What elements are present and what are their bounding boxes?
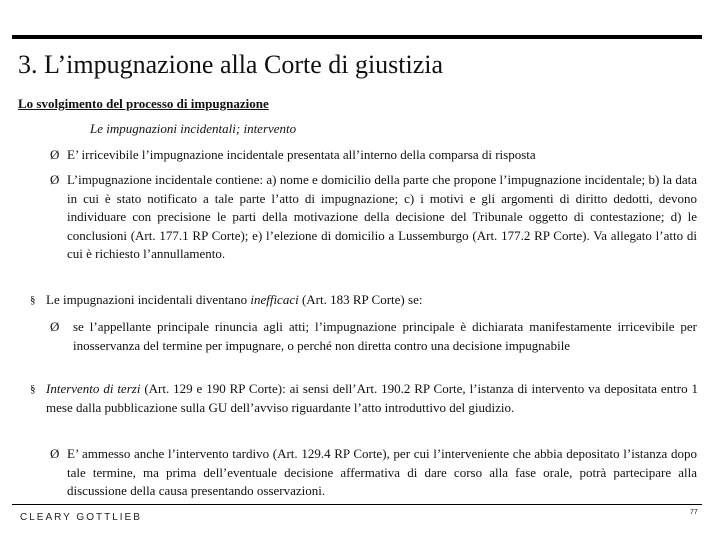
- slide-subtitle: Lo svolgimento del processo di impugnazione: [18, 96, 269, 111]
- bullet-contenuto: L’impugnazione incidentale contiene: a) nome e domicilio della parte che propone l’impugnazione incidentale; b) la data in cui è stato notificato a tale parte l’atto di impugnazione; c) i motivi e gli argomenti di diritto dedotti, devono individuare con precisione le parti della motivazione della decisione del Tribunale oggetto di contestazione; d) le conclusioni (Art. 177.1 RP Corte); e) l’elezione di domicilio a Lussemburgo (Art. 177.2 RP Corte). Va allegato l’atto di cui è richiesto l’annullamento.: [67, 172, 697, 261]
- arrow-bullet-icon: Ø: [50, 147, 60, 162]
- bullet-intervento-text: (Art. 129 e 190 RP Corte): ai sensi dell’Art. 190.2 RP Corte, l’istanza di intervento va depositata entro 1 mese dalla pubblicazione sulla GU dell’avviso riguardante l’atto introduttivo del giudizio.: [46, 381, 698, 415]
- arrow-bullet-icon: Ø: [50, 172, 60, 187]
- inefficaci-emphasis: inefficaci: [250, 292, 299, 307]
- top-rule: [12, 35, 702, 39]
- slide-title: 3. L’impugnazione alla Corte di giustizia: [18, 50, 444, 79]
- bullet-rinuncia: se l’appellante principale rinuncia agli atti; l’impugnazione principale è dichiarata manifestamente irricevibile per inosservanza del termine per impugnare, o perché non diretta contro una decisione impugnabile: [73, 319, 697, 353]
- section-bullet-icon: §: [30, 383, 36, 395]
- bottom-rule: [12, 504, 702, 505]
- bullet-irricevibile: E’ irricevibile l’impugnazione incidentale presentata all’interno della comparsa di risposta: [67, 147, 536, 162]
- arrow-bullet-icon: Ø: [50, 319, 60, 334]
- footer-logo: CLEARY GOTTLIEB: [20, 512, 142, 523]
- page-number: 77: [690, 509, 698, 516]
- bullet-intervento-tardivo: E’ ammesso anche l’intervento tardivo (Art. 129.4 RP Corte), per cui l’interveniente che abbia depositato l’istanza dopo tale termine, ma prima dell’eventuale decisione affermativa di dare corso alla fase orale, potrà partecipare alla discussione della causa presentando osservazioni.: [67, 446, 697, 498]
- bullet-inefficaci: [46, 291, 698, 310]
- bullet-intervento: [46, 380, 698, 417]
- bullet-inefficaci-pre: Le impugnazioni incidentali diventano: [46, 292, 251, 307]
- section-heading: Le impugnazioni incidentali; intervento: [90, 121, 297, 136]
- bullet-inefficaci-post: (Art. 183 RP Corte) se:: [298, 292, 423, 307]
- arrow-bullet-icon: Ø: [50, 446, 60, 461]
- intervento-emphasis: Intervento di terzi: [46, 381, 141, 396]
- section-bullet-icon: §: [30, 294, 36, 306]
